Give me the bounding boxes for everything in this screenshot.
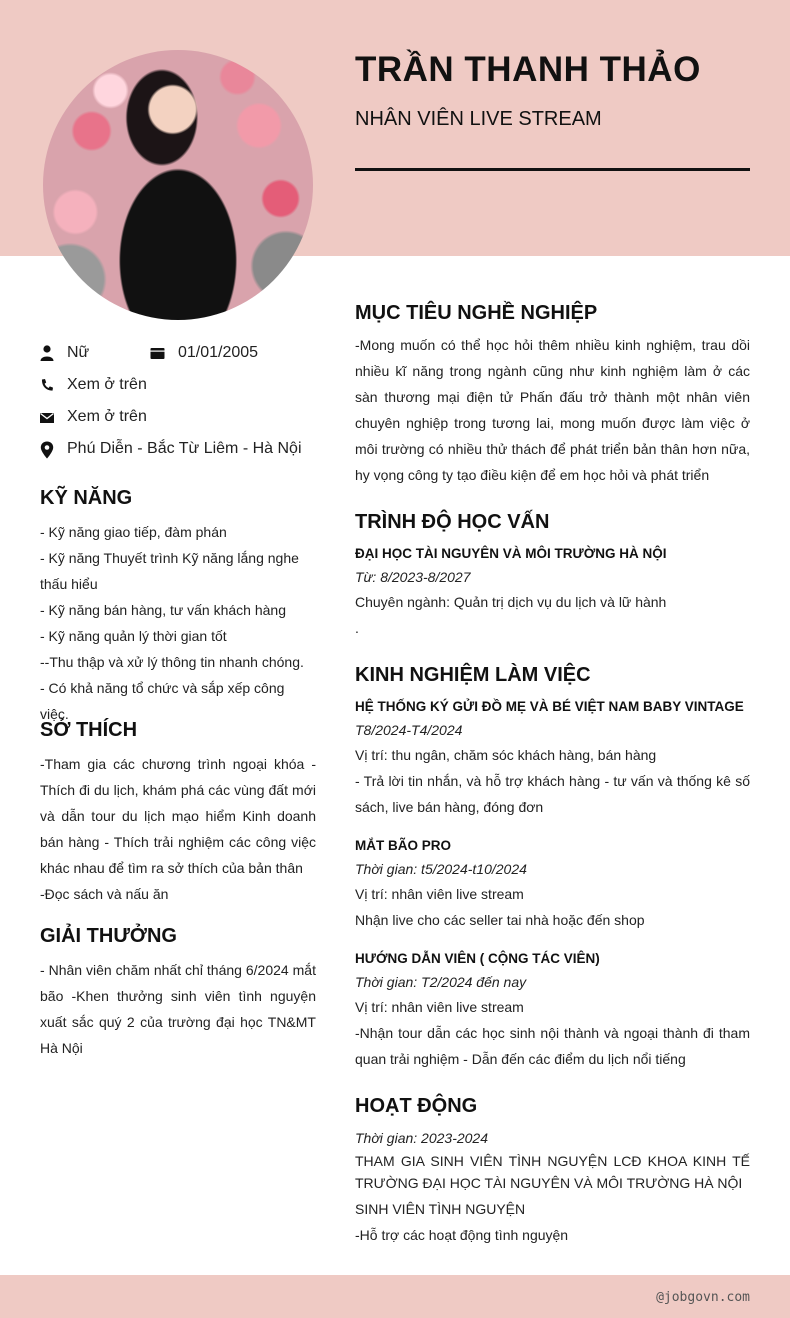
job-period: Thời gian: T2/2024 đến nay xyxy=(355,974,527,990)
footer-watermark: @jobgovn.com xyxy=(656,1290,750,1305)
skills-list xyxy=(40,519,310,727)
job-company: MẮT BÃO PRO xyxy=(355,838,451,853)
contact-address xyxy=(40,438,302,460)
education-period: Từ: 8/2023-8/2027 xyxy=(355,569,471,585)
skill-item: --Thu thập và xử lý thông tin nhanh chóng. xyxy=(40,654,304,670)
job-description: -Nhận tour dẫn các học sinh nội thành và ngoại thành đi tham quan trải nghiệm - Dẫn đến các điểm du lịch nổi tiếng xyxy=(355,1025,750,1067)
hobbies-text xyxy=(40,751,316,907)
contact-email xyxy=(40,406,147,428)
job-title: NHÂN VIÊN LIVE STREAM xyxy=(355,108,602,130)
activities-role: SINH VIÊN TÌNH NGUYỆN xyxy=(355,1201,526,1217)
gender-value: Nữ xyxy=(67,344,90,361)
skill-item: - Kỹ năng Thuyết trình Kỹ năng lắng nghe thấu hiểu xyxy=(40,550,299,592)
job-description: - Trả lời tin nhắn, và hỗ trợ khách hàng - tư vấn và thống kê số sách, live bán hàng, đóng đơn xyxy=(355,773,750,815)
skill-item: - Kỹ năng bán hàng, tư vấn khách hàng xyxy=(40,602,286,618)
job-description: Nhận live cho các seller tai nhà hoặc đến shop xyxy=(355,912,645,928)
phone-icon xyxy=(40,377,54,393)
contact-gender xyxy=(40,342,89,364)
skill-item: - Kỹ năng giao tiếp, đàm phán xyxy=(40,524,227,540)
contact-phone xyxy=(40,374,147,396)
calendar-icon xyxy=(150,345,165,361)
education-extra: . xyxy=(355,620,359,636)
skill-item: - Có khả năng tổ chức và sắp xếp công việc. xyxy=(40,680,285,722)
education-heading: TRÌNH ĐỘ HỌC VẤN xyxy=(355,511,550,533)
experience-heading: KINH NGHIỆM LÀM VIỆC xyxy=(355,664,591,686)
email-value: Xem ở trên xyxy=(67,408,147,425)
activities-description: THAM GIA SINH VIÊN TÌNH NGUYỆN LCĐ KHOA KINH TẾ TRƯỜNG ĐẠI HỌC TÀI NGUYÊN VÀ MÔI TRƯỜNG HÀ NỘI xyxy=(355,1153,750,1191)
hobbies-heading: SỞ THÍCH xyxy=(40,719,138,741)
birthday-value: 01/01/2005 xyxy=(178,344,259,361)
activities-period: Thời gian: 2023-2024 xyxy=(355,1130,488,1146)
job-role: Vị trí: nhân viên live stream xyxy=(355,999,524,1015)
activities-heading: HOẠT ĐỘNG xyxy=(355,1095,478,1117)
contact-birthday xyxy=(150,342,258,364)
objective-heading: MỤC TIÊU NGHỀ NGHIỆP xyxy=(355,302,598,324)
hobbies-paragraph-2: -Đọc sách và nấu ăn xyxy=(40,886,169,902)
school-name: ĐẠI HỌC TÀI NGUYÊN VÀ MÔI TRƯỜNG HÀ NỘI xyxy=(355,546,667,561)
title-divider xyxy=(355,168,750,171)
profile-photo xyxy=(43,50,313,320)
location-pin-icon xyxy=(40,441,54,457)
awards-text: - Nhân viên chăm nhất chỉ tháng 6/2024 mắt bão -Khen thưởng sinh viên tình nguyện xuất sắc quý 2 của trường đại học TN&MT Hà Nội xyxy=(40,962,316,1056)
job-company: HỆ THỐNG KÝ GỬI ĐỒ MẸ VÀ BÉ VIỆT NAM BABY VINTAGE xyxy=(355,699,744,714)
job-period: Thời gian: t5/2024-t10/2024 xyxy=(355,861,527,877)
job-period: T8/2024-T4/2024 xyxy=(355,722,463,738)
hobbies-paragraph: -Tham gia các chương trình ngoại khóa - Thích đi du lịch, khám phá các vùng đất mới và dẫn tour du lịch mạo hiểm Kinh doanh bán hàng - Thích trải nghiệm các công việc khác nhau để tìm ra sở thích của bản thân xyxy=(40,756,316,876)
address-value: Phú Diễn - Bắc Từ Liêm - Hà Nội xyxy=(67,440,302,457)
skill-item: - Kỹ năng quản lý thời gian tốt xyxy=(40,628,227,644)
mail-icon xyxy=(40,409,54,425)
education-major: Chuyên ngành: Quản trị dịch vụ du lịch và lữ hành xyxy=(355,594,667,610)
phone-value: Xem ở trên xyxy=(67,376,147,393)
job-role: Vị trí: thu ngân, chăm sóc khách hàng, bán hàng xyxy=(355,747,657,763)
job-role: Vị trí: nhân viên live stream xyxy=(355,886,524,902)
footer-band xyxy=(0,1275,790,1318)
awards-heading: GIẢI THƯỞNG xyxy=(40,925,177,947)
candidate-name: TRẦN THANH THẢO xyxy=(355,50,701,89)
skills-heading: KỸ NĂNG xyxy=(40,487,133,509)
objective-text: -Mong muốn có thể học hỏi thêm nhiều kinh nghiệm, trau dồi nhiều kĩ năng trong ngành cũng như kinh nghiệm làm ở các sàn thương mại điện tử Phấn đấu trở thành một nhân viên chuyên nghiệp trong tương lai, mong muốn được làm việc ở môi trường có nhiều thử thách để phát triển bản thân hơn nữa, hy vọng công ty tạo điều kiện để em học hỏi và phát triển xyxy=(355,337,750,483)
person-icon xyxy=(40,345,54,361)
job-company: HƯỚNG DẪN VIÊN ( CỘNG TÁC VIÊN) xyxy=(355,951,600,966)
activities-detail: -Hỗ trợ các hoạt động tình nguyện xyxy=(355,1227,569,1243)
